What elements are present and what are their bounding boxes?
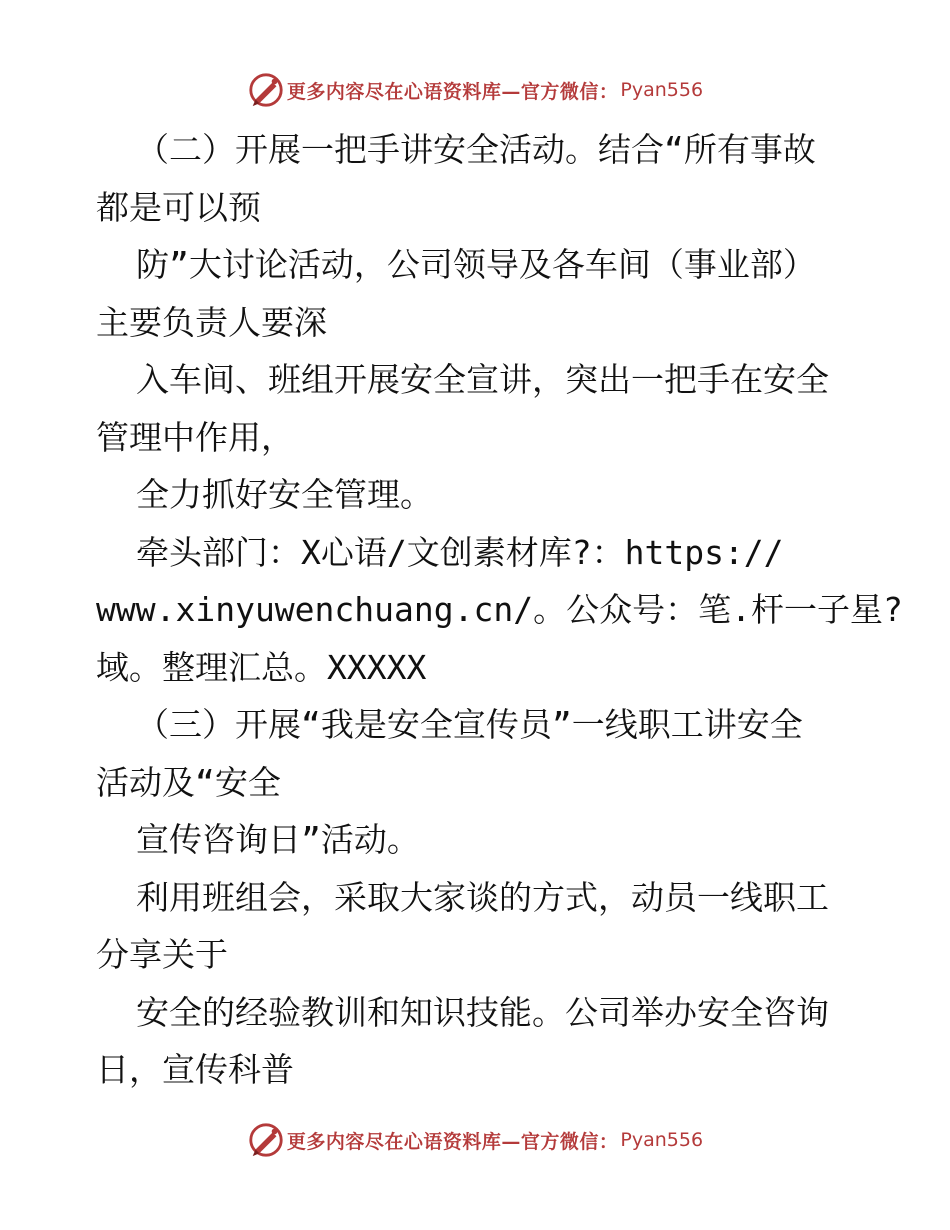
text-line: 牵头部门：X心语/文创素材库?：https://	[136, 532, 784, 572]
text-line: 分享关于	[96, 935, 228, 974]
text-line: 域。整理汇总。XXXXX	[96, 647, 427, 687]
pen-logo-icon	[247, 1121, 285, 1159]
pen-logo-icon	[247, 71, 285, 109]
text-line: 入车间、班组开展安全宣讲，突出一把手在安全	[136, 360, 829, 399]
text-line: （二）开展一把手讲安全活动。结合“所有事故	[136, 130, 816, 169]
text-line: 日，宣传科普	[96, 1050, 294, 1089]
text-line: 主要负责人要深	[96, 302, 327, 342]
text-line: 都是可以预	[96, 187, 261, 227]
text-line: 活动及“安全	[96, 762, 281, 802]
text-line: www.xinyuwenchuang.cn/。公众号：笔.杆一子星?	[96, 590, 903, 629]
text-line: 安全的经验教训和知识技能。公司举办安全咨询	[136, 992, 829, 1032]
header-text: 更多内容尽在心语资料库—官方微信：	[286, 80, 619, 103]
document-body	[96, 121, 903, 1099]
footer-wechat-id: Pyan556	[620, 1129, 704, 1151]
text-line: （三）开展“我是安全宣传员”一线职工讲安全	[136, 705, 803, 744]
text-line: 利用班组会，采取大家谈的方式，动员一线职工	[136, 877, 829, 917]
text-line: 全力抓好安全管理。	[136, 475, 433, 514]
header-wechat-id: Pyan556	[620, 79, 704, 101]
page-header	[0, 70, 950, 110]
footer-text: 更多内容尽在心语资料库—官方微信：	[286, 1130, 619, 1153]
page-footer	[0, 1120, 950, 1160]
text-line: 宣传咨询日”活动。	[136, 820, 420, 859]
text-line: 防”大讨论活动，公司领导及各车间（事业部）	[136, 245, 816, 284]
text-line: 管理中作用，	[96, 417, 294, 457]
